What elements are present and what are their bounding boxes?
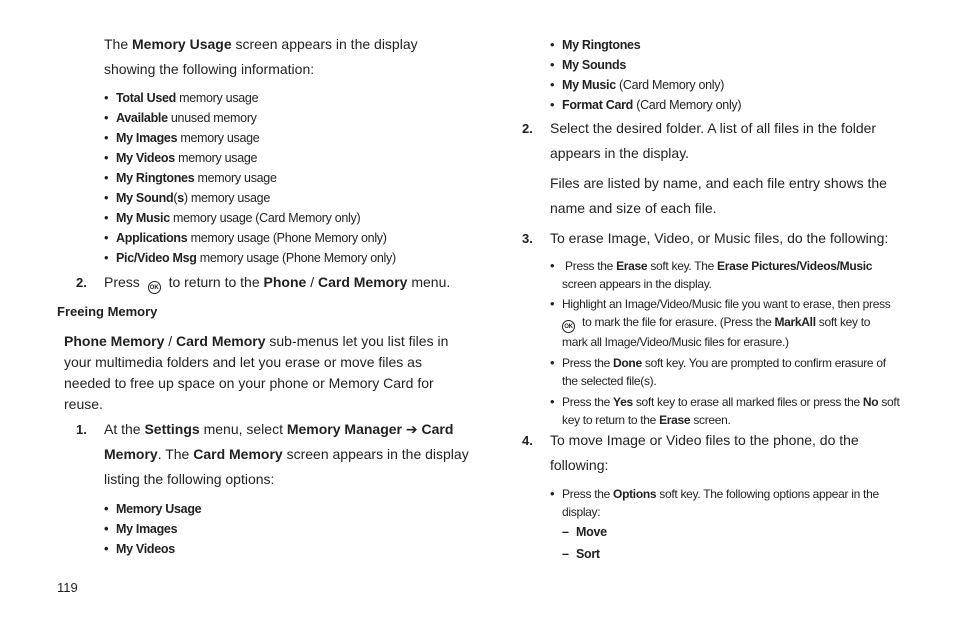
list-item: • My Music memory usage (Card Memory only) (104, 208, 396, 228)
move-steps-list: • Press the Options soft key. The following options appear in the display: – Move – Sort (550, 485, 879, 565)
list-item: • Press the Options soft key. The following options appear in the (550, 485, 879, 503)
list-item: • My Images (104, 519, 201, 539)
sub-option: – Sort (550, 543, 879, 565)
list-item: • Press the Yes soft key to erase all marked files or press the No soft (550, 393, 900, 411)
list-item: • Press the Done soft key. You are prompted to confirm erasure of (550, 354, 900, 372)
list-item: • My Videos memory usage (104, 148, 396, 168)
list-item: • Available unused memory (104, 108, 396, 128)
list-item: • My Ringtones memory usage (104, 168, 396, 188)
list-item: • Press the Erase soft key. The Erase Pictures/Videos/Music (550, 257, 900, 275)
page-number: 119 (57, 580, 78, 595)
list-item: • My Music (Card Memory only) (550, 75, 741, 95)
list-item: • My Videos (104, 539, 201, 559)
list-item: • Memory Usage (104, 499, 201, 519)
memory-usage-list (104, 88, 396, 268)
step-2-left: 2. Press OK to return to the Phone / Card Memory menu. (76, 270, 450, 295)
list-item: • Total Used memory usage (104, 88, 396, 108)
list-item: • My Images memory usage (104, 128, 396, 148)
list-item: • My Ringtones (550, 35, 741, 55)
sub-option: – Move (550, 521, 879, 543)
list-item: • Format Card (Card Memory only) (550, 95, 741, 115)
erase-steps-list: • Press the Erase soft key. The Erase Pictures/Videos/Music screen appears in the display. • Highlight an Image/Video/Music file you want to erase, then press OK to mark the file for erasure. (Press the MarkAll soft key to mark all Image/Video/Music files for erasure.) • Press the Done soft key. You are prompted to confirm erasure of the selected file(s). • Press the Yes soft key to erase all marked files or press the No soft key to return to the Erase screen. (550, 257, 900, 429)
intro-paragraph: The Memory Usage screen appears in the display showing the following information: (104, 36, 418, 77)
list-item: • Applications memory usage (Phone Memory only) (104, 228, 396, 248)
options-list-left (104, 499, 201, 559)
freeing-memory-paragraph: Phone Memory / Card Memory sub-menus let you list files in your multimedia folders and let you erase or move files as needed to free up space on your phone or Memory Card for reuse. (64, 333, 449, 412)
options-list-right (550, 35, 741, 115)
step-3-right: 3. To erase Image, Video, or Music files, do the following: (522, 230, 889, 246)
step-1-left: 1. At the Settings menu, select Memory Manager ➔ Card Memory. The Card Memory screen appears in the display listing the following options: (76, 421, 469, 487)
list-item: • My Sound(s) memory usage (104, 188, 396, 208)
list-item: • Highlight an Image/Video/Music file you want to erase, then press (550, 295, 900, 313)
step-4-right: 4. To move Image or Video files to the phone, do the following: (522, 432, 859, 473)
section-heading: Freeing Memory (57, 304, 158, 319)
list-item: • Pic/Video Msg memory usage (Phone Memory only) (104, 248, 396, 268)
list-item: • My Sounds (550, 55, 741, 75)
step-2-right: 2. Select the desired folder. A list of all files in the folder appears in the display. Files are listed by name, and each file entry shows the name and size of each file. (522, 120, 887, 216)
ok-key-icon: OK (148, 281, 161, 294)
ok-key-icon: OK (562, 320, 575, 333)
